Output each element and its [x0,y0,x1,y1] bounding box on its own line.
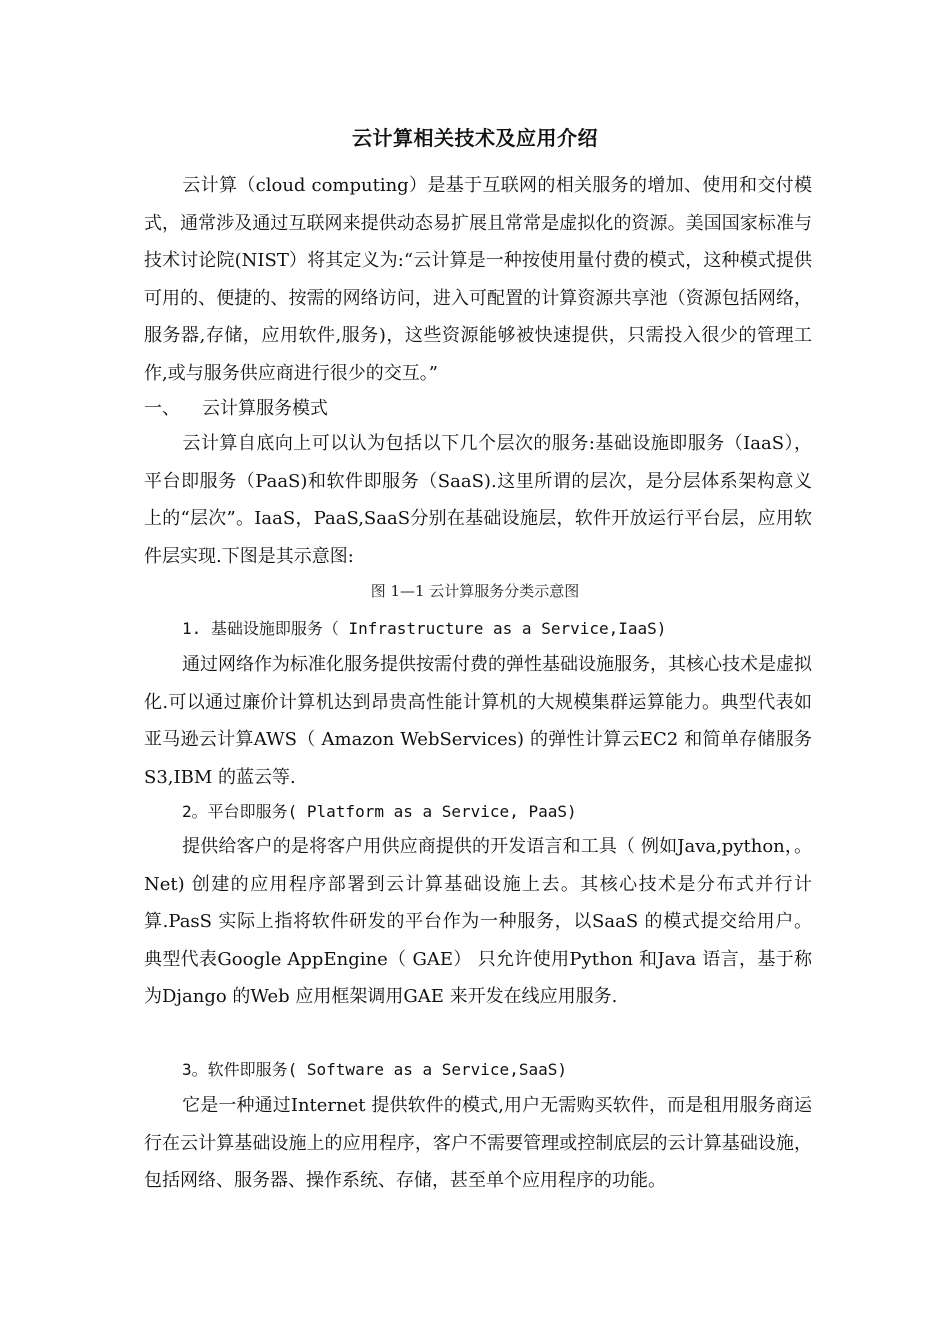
subsection-paragraph-paas [144,828,812,1016]
section-paragraph-text: 云计算自底向上可以认为包括以下几个层次的服务:基础设施即服务（IaaS），平台即服务（PaaS)和软件即服务（SaaS).这里所谓的层次，是分层体系架构意义上的“层次”。IaaS，PaaS,SaaS分别在基础设施层，软件开放运行平台层，应用软件层实现.下图是其示意图: [144,433,812,567]
section-heading-text: 云计算服务模式 [202,398,328,419]
subsection-paragraph-iaas [144,646,812,796]
subsection-paragraph-text: 它是一种通过Internet 提供软件的模式,用户无需购买软件，而是租用服务商运行在云计算基础设施上的应用程序，客户不需要管理或控制底层的云计算基础设施，包括网络、服务器、操作系统、存储，甚至单个应用程序的功能。 [144,1095,812,1191]
subsection-heading-paas: 2。平台即服务( Platform as a Service, PaaS) [182,802,577,821]
subsection-heading-saas: 3。软件即服务( Software as a Service,SaaS) [182,1060,567,1079]
subsection-paragraph-text: 提供给客户的是将客户用供应商提供的开发语言和工具（ 例如Java,python，。Net) 创建的应用程序部署到云计算基础设施上去。其核心技术是分布式并行计算.PasS 实际上指将软件研发的平台作为一种服务，以SaaS 的模式提交给用户。 典型代表Google AppEngine（ GAE） 只允许使用Python 和Java 语言，基于称为Django 的Web 应用框架调用GAE 来开发在线应用服务. [144,836,812,1007]
subsection-paragraph-text: 通过网络作为标准化服务提供按需付费的弹性基础设施服务，其核心技术是虚拟化.可以通过廉价计算机达到昂贵高性能计算机的大规模集群运算能力。典型代表如亚马逊云计算AWS（ Amazon WebServices) 的弹性计算云EC2 和简单存储服务S3,IBM 的蓝云等. [144,654,812,788]
section-number: 一、 [144,398,180,419]
section-paragraph [144,425,812,575]
intro-paragraph-text: 云计算（cloud computing）是基于互联网的相关服务的增加、使用和交付模式，通常涉及通过互联网来提供动态易扩展且常常是虚拟化的资源。美国国家标准与技术讨论院(NIST）将其定义为:“云计算是一种按使用量付费的模式，这种模式提供可用的、便捷的、按需的网络访问，进入可配置的计算资源共享池（资源包括网络，服务器,存储，应用软件,服务)，这些资源能够被快速提供，只需投入很少的管理工作,或与服务供应商进行很少的交互。” [144,175,812,384]
subsection-heading-iaas: 1. 基础设施即服务（ Infrastructure as a Service,IaaS) [182,619,667,638]
section-heading [144,396,328,422]
subsection-paragraph-saas [144,1087,812,1200]
document-title: 云计算相关技术及应用介绍 [352,126,598,150]
figure-caption: 图 1—1 云计算服务分类示意图 [370,582,580,600]
intro-paragraph [144,167,812,392]
